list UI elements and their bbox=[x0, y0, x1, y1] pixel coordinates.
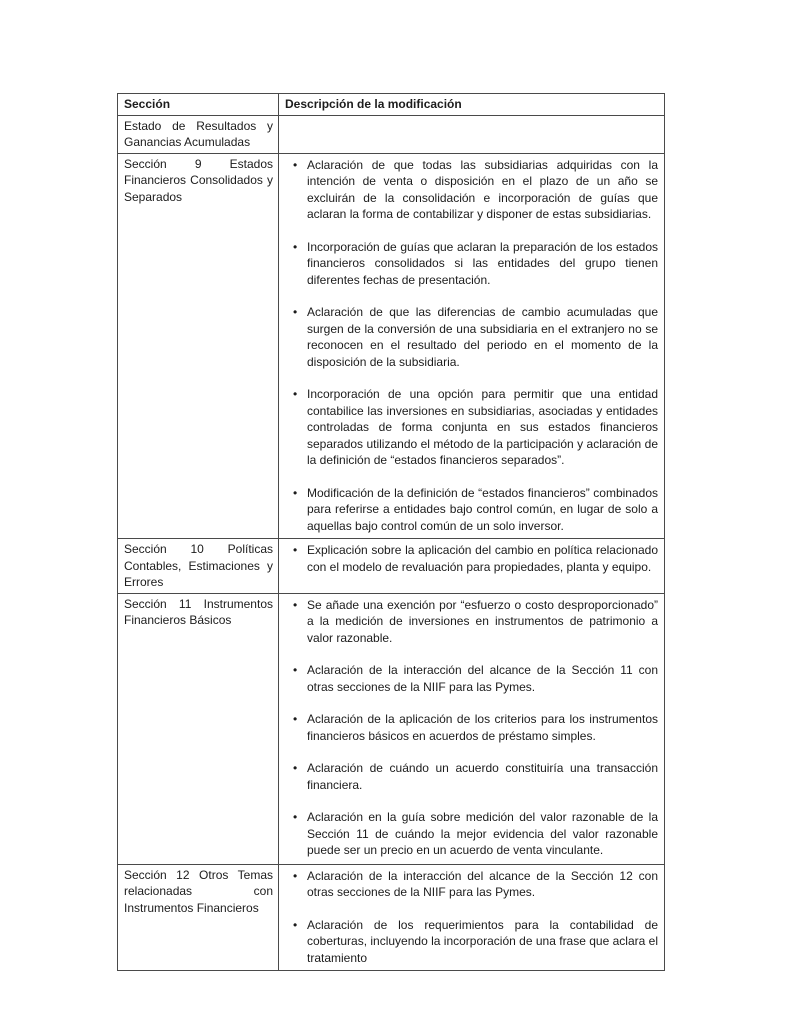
bullet-text: Aclaración de que todas las subsidiarias adquiridas con la intención de venta o disposición en el plazo de un año se excluirán de la consolidación e incorporación de guías que aclaran la forma de contabilizar y disponer de estas subsidiarias. bbox=[307, 157, 658, 221]
description-cell-seccion-12 bbox=[279, 864, 665, 971]
section-cell-seccion-10: Sección 10 Políticas Contables, Estimaciones y Errores bbox=[118, 539, 279, 594]
table-row bbox=[118, 864, 665, 971]
bullet-marker: • bbox=[293, 239, 298, 254]
modifications-table bbox=[117, 93, 665, 971]
bullet-marker: • bbox=[293, 917, 298, 932]
bullet-text: Incorporación de una opción para permitir que una entidad contabilice las inversiones en subsidiarias, asociadas y entidades controladas de forma conjunta en sus estados financieros separados utilizando el método de la participación y aclaración de la definición de “estados financieros separados”. bbox=[307, 387, 658, 467]
description-cell-empty bbox=[279, 115, 665, 153]
bullet-item bbox=[293, 485, 658, 535]
section-cell-seccion-9: Sección 9 Estados Financieros Consolidados y Separados bbox=[118, 153, 279, 539]
bullet-item bbox=[293, 760, 658, 793]
bullet-text: Aclaración de cuándo un acuerdo constituiría una transacción financiera. bbox=[307, 761, 658, 792]
bullet-text: Se añade una exención por “esfuerzo o costo desproporcionado” a la medición de inversiones en instrumentos de patrimonio a valor razonable. bbox=[307, 597, 658, 645]
bullet-marker: • bbox=[293, 387, 298, 401]
bullet-marker: • bbox=[293, 712, 298, 726]
column-header-seccion: Sección bbox=[118, 94, 279, 116]
bullet-text: Incorporación de guías que aclaran la preparación de los estados financieros consolidados si las entidades del grupo tienen diferentes fechas de presentación. bbox=[307, 239, 658, 287]
table-header-row bbox=[118, 94, 665, 116]
bullet-text: Aclaración de la aplicación de los criterios para los instrumentos financieros básicos en acuerdos de préstamo simples. bbox=[307, 712, 658, 743]
bullet-item bbox=[293, 542, 658, 575]
bullet-marker: • bbox=[293, 543, 298, 557]
bullet-item bbox=[293, 157, 658, 223]
column-header-descripcion: Descripción de la modificación bbox=[279, 94, 665, 116]
description-cell-seccion-10 bbox=[279, 539, 665, 594]
bullet-text: Aclaración de los requerimientos para la contabilidad de coberturas, incluyendo la incorporación de una frase que aclara el tratamiento bbox=[307, 917, 658, 965]
section-cell-estado-resultados: Estado de Resultados y Ganancias Acumuladas bbox=[118, 115, 279, 153]
bullet-item bbox=[293, 386, 658, 469]
bullet-marker: • bbox=[293, 663, 298, 677]
bullet-text: Modificación de la definición de “estados financieros” combinados para referirse a entidades bajo control común, en lugar de solo a aquellas bajo control común de un solo inversor. bbox=[307, 485, 658, 533]
table-row bbox=[118, 539, 665, 594]
bullet-item bbox=[293, 239, 658, 289]
bullet-item bbox=[293, 597, 658, 647]
bullet-text: Aclaración de la interacción del alcance de la Sección 12 con otras secciones de la NIIF para las Pymes. bbox=[307, 868, 658, 899]
bullet-marker: • bbox=[293, 868, 298, 883]
bullet-item bbox=[293, 662, 658, 695]
bullet-text: Explicación sobre la aplicación del cambio en política relacionado con el modelo de revaluación para propiedades, planta y equipo. bbox=[307, 543, 658, 574]
description-cell-seccion-9 bbox=[279, 153, 665, 539]
bullet-text: Aclaración de que las diferencias de cambio acumuladas que surgen de la conversión de una subsidiaria en el extranjero no se reconocen en el resultado del periodo en el momento de la disposición de la subsidiaria. bbox=[307, 305, 658, 369]
bullet-marker: • bbox=[293, 157, 298, 172]
table-row bbox=[118, 115, 665, 153]
bullet-marker: • bbox=[293, 485, 298, 500]
bullet-marker: • bbox=[293, 810, 298, 824]
section-cell-seccion-11: Sección 11 Instrumentos Financieros Básicos bbox=[118, 593, 279, 864]
bullet-item bbox=[293, 711, 658, 744]
bullet-marker: • bbox=[293, 761, 298, 775]
bullet-text: Aclaración en la guía sobre medición del valor razonable de la Sección 11 de cuándo la mejor evidencia del valor razonable puede ser un precio en un acuerdo de venta vinculante. bbox=[307, 810, 658, 857]
bullet-item bbox=[293, 809, 658, 859]
bullet-item bbox=[293, 868, 658, 901]
table-row bbox=[118, 593, 665, 864]
bullet-marker: • bbox=[293, 305, 298, 319]
description-cell-seccion-11 bbox=[279, 593, 665, 864]
bullet-marker: • bbox=[293, 597, 298, 612]
bullet-item bbox=[293, 304, 658, 370]
bullet-text: Aclaración de la interacción del alcance de la Sección 11 con otras secciones de la NIIF para las Pymes. bbox=[307, 663, 658, 694]
section-cell-seccion-12: Sección 12 Otros Temas relacionadas con Instrumentos Financieros bbox=[118, 864, 279, 971]
table-row bbox=[118, 153, 665, 539]
bullet-item bbox=[293, 917, 658, 967]
